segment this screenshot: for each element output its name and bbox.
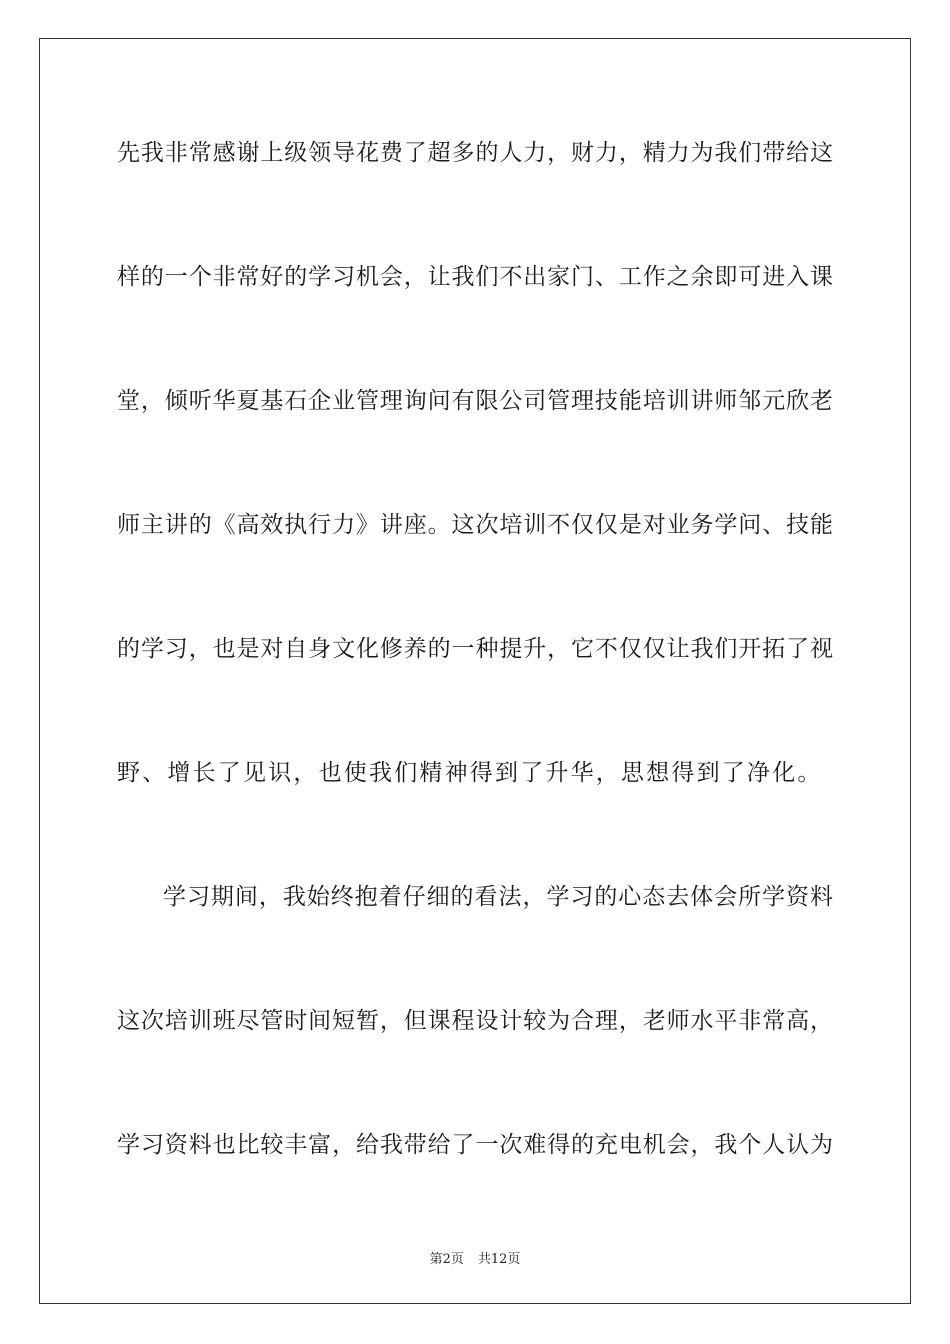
text-line-1: 先我非常感谢上级领导花费了超多的人力，财力，精力为我们带给这 bbox=[117, 140, 833, 166]
text-line-5: 的学习，也是对自身文化修养的一种提升，它不仅仅让我们开拓了视 bbox=[117, 636, 833, 662]
text-line-3: 堂，倾听华夏基石企业管理询问有限公司管理技能培训讲师邹元欣老 bbox=[117, 388, 833, 414]
document-body bbox=[117, 130, 833, 1246]
text-line-6: 野、增长了见识，也使我们精神得到了升华，思想得到了净化。 bbox=[117, 760, 823, 786]
text-line-9: 学习资料也比较丰富，给我带给了一次难得的充电机会，我个人认为 bbox=[117, 1132, 833, 1158]
text-line-7: 学习期间，我始终抱着仔细的看法，学习的心态去体会所学资料 bbox=[163, 884, 833, 910]
page-total: 共12页 bbox=[477, 1252, 521, 1267]
page-number: 第2页 bbox=[429, 1252, 464, 1267]
page-footer bbox=[0, 1248, 950, 1267]
text-line-8: 这次培训班尽管时间短暂，但课程设计较为合理，老师水平非常高， bbox=[117, 1008, 833, 1034]
text-line-2: 样的一个非常好的学习机会，让我们不出家门、工作之余即可进入课 bbox=[117, 264, 833, 290]
text-line-4: 师主讲的《高效执行力》讲座。这次培训不仅仅是对业务学问、技能 bbox=[117, 512, 833, 538]
